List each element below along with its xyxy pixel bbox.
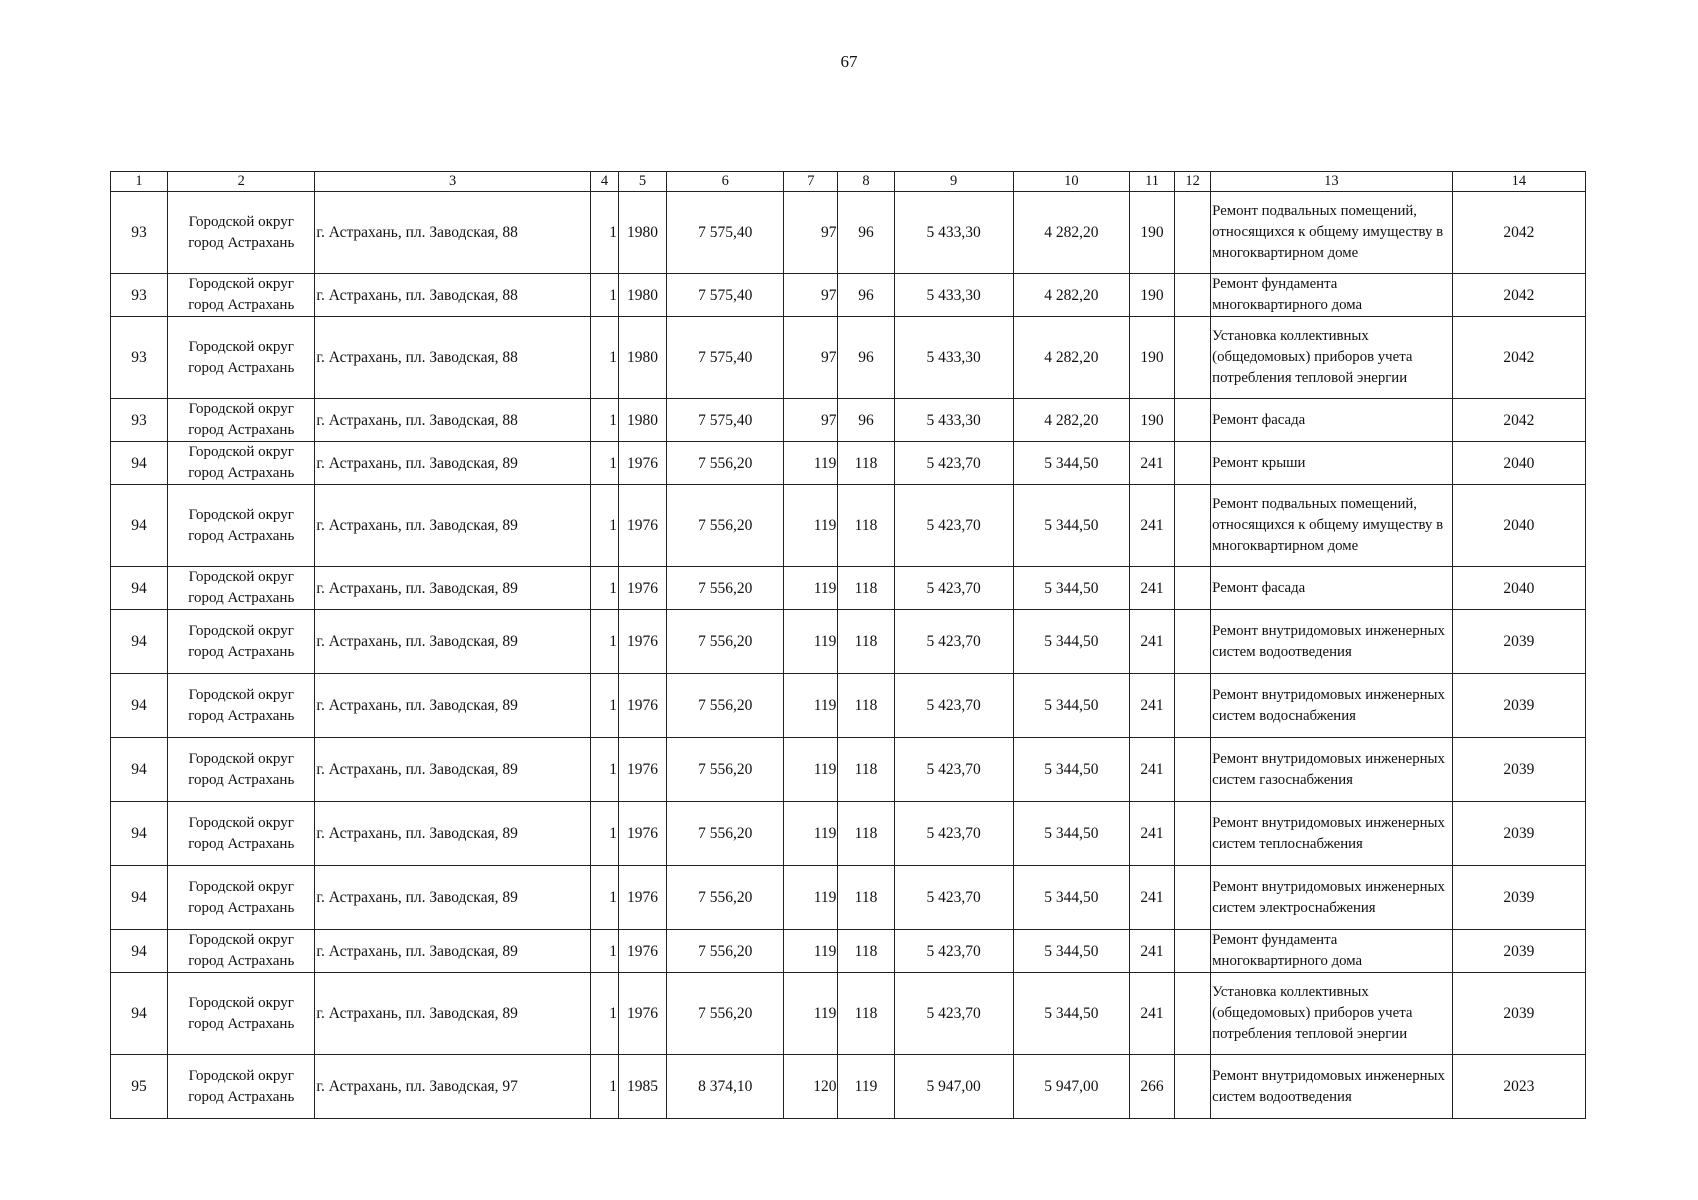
address-cell: г. Астрахань, пл. Заводская, 89 <box>315 442 591 485</box>
work-type-cell: Ремонт внутридомовых инженерных систем водоотведения <box>1211 610 1452 674</box>
municipality-cell: Городской округ город Астрахань <box>168 192 315 274</box>
col-9-area-cell: 5 423,70 <box>894 674 1013 738</box>
year-built-cell: 1976 <box>619 610 667 674</box>
column-number: 13 <box>1211 172 1452 192</box>
col-4-value-cell: 1 <box>590 610 618 674</box>
column-number-row <box>111 172 1586 192</box>
col-4-value-cell: 1 <box>590 930 618 973</box>
row-number-cell: 93 <box>111 317 168 399</box>
year-built-cell: 1976 <box>619 485 667 567</box>
col-8-value-cell: 96 <box>838 317 894 399</box>
total-area-cell: 7 556,20 <box>667 866 784 930</box>
column-number: 10 <box>1013 172 1129 192</box>
table-row <box>111 485 1586 567</box>
work-type-cell: Ремонт фасада <box>1211 567 1452 610</box>
year-built-cell: 1976 <box>619 567 667 610</box>
col-11-value-cell: 241 <box>1130 802 1175 866</box>
col-9-area-cell: 5 423,70 <box>894 442 1013 485</box>
total-area-cell: 7 575,40 <box>667 192 784 274</box>
col-11-value-cell: 190 <box>1130 192 1175 274</box>
column-number: 6 <box>667 172 784 192</box>
municipality-cell: Городской округ город Астрахань <box>168 442 315 485</box>
col-7-value-cell: 119 <box>784 973 838 1055</box>
col-4-value-cell: 1 <box>590 866 618 930</box>
address-cell: г. Астрахань, пл. Заводская, 88 <box>315 274 591 317</box>
col-12-value-cell <box>1175 802 1211 866</box>
planned-year-cell: 2040 <box>1452 485 1585 567</box>
row-number-cell: 94 <box>111 973 168 1055</box>
municipality-cell: Городской округ город Астрахань <box>168 399 315 442</box>
municipality-cell: Городской округ город Астрахань <box>168 930 315 973</box>
col-9-area-cell: 5 423,70 <box>894 738 1013 802</box>
col-9-area-cell: 5 433,30 <box>894 274 1013 317</box>
col-10-area-cell: 5 344,50 <box>1013 866 1129 930</box>
table-row <box>111 738 1586 802</box>
col-7-value-cell: 119 <box>784 802 838 866</box>
col-12-value-cell <box>1175 192 1211 274</box>
work-type-cell: Установка коллективных (общедомовых) приборов учета потребления тепловой энергии <box>1211 317 1452 399</box>
address-cell: г. Астрахань, пл. Заводская, 89 <box>315 738 591 802</box>
col-12-value-cell <box>1175 610 1211 674</box>
col-4-value-cell: 1 <box>590 399 618 442</box>
total-area-cell: 7 575,40 <box>667 399 784 442</box>
row-number-cell: 93 <box>111 274 168 317</box>
planned-year-cell: 2039 <box>1452 674 1585 738</box>
col-11-value-cell: 241 <box>1130 610 1175 674</box>
address-cell: г. Астрахань, пл. Заводская, 97 <box>315 1055 591 1119</box>
total-area-cell: 7 556,20 <box>667 442 784 485</box>
year-built-cell: 1976 <box>619 930 667 973</box>
table-row <box>111 973 1586 1055</box>
total-area-cell: 7 575,40 <box>667 317 784 399</box>
col-12-value-cell <box>1175 674 1211 738</box>
col-7-value-cell: 119 <box>784 738 838 802</box>
total-area-cell: 7 556,20 <box>667 930 784 973</box>
table-row <box>111 1055 1586 1119</box>
col-12-value-cell <box>1175 274 1211 317</box>
col-8-value-cell: 119 <box>838 1055 894 1119</box>
col-8-value-cell: 118 <box>838 674 894 738</box>
col-8-value-cell: 118 <box>838 485 894 567</box>
col-9-area-cell: 5 433,30 <box>894 317 1013 399</box>
col-8-value-cell: 118 <box>838 930 894 973</box>
municipality-cell: Городской округ город Астрахань <box>168 973 315 1055</box>
total-area-cell: 7 556,20 <box>667 610 784 674</box>
year-built-cell: 1980 <box>619 317 667 399</box>
col-11-value-cell: 190 <box>1130 274 1175 317</box>
municipality-cell: Городской округ город Астрахань <box>168 274 315 317</box>
col-9-area-cell: 5 423,70 <box>894 567 1013 610</box>
col-7-value-cell: 119 <box>784 442 838 485</box>
table-row <box>111 802 1586 866</box>
table-row <box>111 399 1586 442</box>
col-7-value-cell: 119 <box>784 610 838 674</box>
col-11-value-cell: 190 <box>1130 317 1175 399</box>
col-9-area-cell: 5 423,70 <box>894 485 1013 567</box>
col-4-value-cell: 1 <box>590 738 618 802</box>
col-10-area-cell: 4 282,20 <box>1013 399 1129 442</box>
year-built-cell: 1985 <box>619 1055 667 1119</box>
work-type-cell: Ремонт фундамента многоквартирного дома <box>1211 274 1452 317</box>
work-type-cell: Ремонт внутридомовых инженерных систем электроснабжения <box>1211 866 1452 930</box>
col-11-value-cell: 241 <box>1130 442 1175 485</box>
col-9-area-cell: 5 423,70 <box>894 610 1013 674</box>
col-12-value-cell <box>1175 317 1211 399</box>
work-type-cell: Ремонт внутридомовых инженерных систем газоснабжения <box>1211 738 1452 802</box>
column-number: 8 <box>838 172 894 192</box>
col-4-value-cell: 1 <box>590 192 618 274</box>
col-7-value-cell: 119 <box>784 674 838 738</box>
col-8-value-cell: 118 <box>838 442 894 485</box>
address-cell: г. Астрахань, пл. Заводская, 89 <box>315 567 591 610</box>
col-11-value-cell: 266 <box>1130 1055 1175 1119</box>
row-number-cell: 93 <box>111 399 168 442</box>
table-row <box>111 192 1586 274</box>
total-area-cell: 7 575,40 <box>667 274 784 317</box>
work-type-cell: Ремонт фундамента многоквартирного дома <box>1211 930 1452 973</box>
year-built-cell: 1980 <box>619 399 667 442</box>
page-number: 67 <box>840 52 858 71</box>
column-number: 1 <box>111 172 168 192</box>
col-8-value-cell: 118 <box>838 610 894 674</box>
municipality-cell: Городской округ город Астрахань <box>168 866 315 930</box>
year-built-cell: 1980 <box>619 274 667 317</box>
col-12-value-cell <box>1175 973 1211 1055</box>
work-type-cell: Установка коллективных (общедомовых) приборов учета потребления тепловой энергии <box>1211 973 1452 1055</box>
planned-year-cell: 2039 <box>1452 738 1585 802</box>
col-4-value-cell: 1 <box>590 674 618 738</box>
year-built-cell: 1976 <box>619 802 667 866</box>
municipality-cell: Городской округ город Астрахань <box>168 610 315 674</box>
municipality-cell: Городской округ город Астрахань <box>168 1055 315 1119</box>
row-number-cell: 94 <box>111 866 168 930</box>
planned-year-cell: 2042 <box>1452 192 1585 274</box>
table-row <box>111 866 1586 930</box>
address-cell: г. Астрахань, пл. Заводская, 89 <box>315 485 591 567</box>
col-9-area-cell: 5 433,30 <box>894 399 1013 442</box>
table-row <box>111 610 1586 674</box>
col-7-value-cell: 97 <box>784 274 838 317</box>
col-11-value-cell: 241 <box>1130 567 1175 610</box>
col-10-area-cell: 5 344,50 <box>1013 674 1129 738</box>
total-area-cell: 8 374,10 <box>667 1055 784 1119</box>
year-built-cell: 1976 <box>619 866 667 930</box>
col-9-area-cell: 5 423,70 <box>894 866 1013 930</box>
row-number-cell: 95 <box>111 1055 168 1119</box>
total-area-cell: 7 556,20 <box>667 802 784 866</box>
repair-program-table <box>110 171 1586 1119</box>
planned-year-cell: 2040 <box>1452 442 1585 485</box>
column-number: 11 <box>1130 172 1175 192</box>
planned-year-cell: 2042 <box>1452 274 1585 317</box>
planned-year-cell: 2039 <box>1452 866 1585 930</box>
col-4-value-cell: 1 <box>590 274 618 317</box>
municipality-cell: Городской округ город Астрахань <box>168 674 315 738</box>
col-12-value-cell <box>1175 399 1211 442</box>
planned-year-cell: 2042 <box>1452 317 1585 399</box>
work-type-cell: Ремонт внутридомовых инженерных систем водоотведения <box>1211 1055 1452 1119</box>
address-cell: г. Астрахань, пл. Заводская, 89 <box>315 866 591 930</box>
col-8-value-cell: 118 <box>838 802 894 866</box>
total-area-cell: 7 556,20 <box>667 674 784 738</box>
planned-year-cell: 2039 <box>1452 802 1585 866</box>
col-8-value-cell: 118 <box>838 567 894 610</box>
row-number-cell: 94 <box>111 802 168 866</box>
address-cell: г. Астрахань, пл. Заводская, 89 <box>315 930 591 973</box>
col-4-value-cell: 1 <box>590 802 618 866</box>
address-cell: г. Астрахань, пл. Заводская, 89 <box>315 802 591 866</box>
col-10-area-cell: 4 282,20 <box>1013 274 1129 317</box>
year-built-cell: 1976 <box>619 973 667 1055</box>
column-number: 7 <box>784 172 838 192</box>
col-11-value-cell: 241 <box>1130 930 1175 973</box>
col-10-area-cell: 5 344,50 <box>1013 738 1129 802</box>
col-4-value-cell: 1 <box>590 485 618 567</box>
col-9-area-cell: 5 423,70 <box>894 802 1013 866</box>
planned-year-cell: 2023 <box>1452 1055 1585 1119</box>
col-12-value-cell <box>1175 738 1211 802</box>
row-number-cell: 94 <box>111 442 168 485</box>
col-8-value-cell: 118 <box>838 738 894 802</box>
col-8-value-cell: 96 <box>838 274 894 317</box>
work-type-cell: Ремонт фасада <box>1211 399 1452 442</box>
column-number: 4 <box>590 172 618 192</box>
total-area-cell: 7 556,20 <box>667 738 784 802</box>
col-7-value-cell: 119 <box>784 866 838 930</box>
column-number: 2 <box>168 172 315 192</box>
address-cell: г. Астрахань, пл. Заводская, 88 <box>315 317 591 399</box>
col-4-value-cell: 1 <box>590 1055 618 1119</box>
col-12-value-cell <box>1175 442 1211 485</box>
col-11-value-cell: 241 <box>1130 485 1175 567</box>
col-10-area-cell: 5 344,50 <box>1013 930 1129 973</box>
table-row <box>111 930 1586 973</box>
col-4-value-cell: 1 <box>590 317 618 399</box>
table-row <box>111 567 1586 610</box>
table-row <box>111 274 1586 317</box>
work-type-cell: Ремонт подвальных помещений, относящихся к общему имуществу в многоквартирном доме <box>1211 485 1452 567</box>
address-cell: г. Астрахань, пл. Заводская, 89 <box>315 674 591 738</box>
col-4-value-cell: 1 <box>590 973 618 1055</box>
col-12-value-cell <box>1175 1055 1211 1119</box>
row-number-cell: 93 <box>111 192 168 274</box>
column-number: 5 <box>619 172 667 192</box>
total-area-cell: 7 556,20 <box>667 567 784 610</box>
table-body <box>111 192 1586 1119</box>
table-row <box>111 674 1586 738</box>
col-4-value-cell: 1 <box>590 442 618 485</box>
municipality-cell: Городской округ город Астрахань <box>168 317 315 399</box>
total-area-cell: 7 556,20 <box>667 973 784 1055</box>
col-10-area-cell: 5 344,50 <box>1013 485 1129 567</box>
col-11-value-cell: 241 <box>1130 973 1175 1055</box>
col-7-value-cell: 97 <box>784 399 838 442</box>
column-number: 9 <box>894 172 1013 192</box>
row-number-cell: 94 <box>111 738 168 802</box>
work-type-cell: Ремонт внутридомовых инженерных систем теплоснабжения <box>1211 802 1452 866</box>
address-cell: г. Астрахань, пл. Заводская, 88 <box>315 192 591 274</box>
municipality-cell: Городской округ город Астрахань <box>168 738 315 802</box>
col-12-value-cell <box>1175 866 1211 930</box>
year-built-cell: 1976 <box>619 442 667 485</box>
col-10-area-cell: 5 344,50 <box>1013 610 1129 674</box>
planned-year-cell: 2039 <box>1452 930 1585 973</box>
col-10-area-cell: 5 344,50 <box>1013 802 1129 866</box>
col-12-value-cell <box>1175 485 1211 567</box>
table-row <box>111 317 1586 399</box>
col-11-value-cell: 241 <box>1130 674 1175 738</box>
municipality-cell: Городской округ город Астрахань <box>168 802 315 866</box>
address-cell: г. Астрахань, пл. Заводская, 89 <box>315 610 591 674</box>
municipality-cell: Городской округ город Астрахань <box>168 567 315 610</box>
col-7-value-cell: 119 <box>784 485 838 567</box>
address-cell: г. Астрахань, пл. Заводская, 89 <box>315 973 591 1055</box>
col-8-value-cell: 96 <box>838 399 894 442</box>
work-type-cell: Ремонт подвальных помещений, относящихся к общему имуществу в многоквартирном доме <box>1211 192 1452 274</box>
col-11-value-cell: 241 <box>1130 866 1175 930</box>
col-10-area-cell: 5 344,50 <box>1013 973 1129 1055</box>
col-7-value-cell: 119 <box>784 567 838 610</box>
row-number-cell: 94 <box>111 674 168 738</box>
col-9-area-cell: 5 433,30 <box>894 192 1013 274</box>
col-12-value-cell <box>1175 567 1211 610</box>
year-built-cell: 1976 <box>619 674 667 738</box>
column-number: 3 <box>315 172 591 192</box>
col-7-value-cell: 97 <box>784 192 838 274</box>
table-row <box>111 442 1586 485</box>
row-number-cell: 94 <box>111 567 168 610</box>
row-number-cell: 94 <box>111 930 168 973</box>
column-number: 12 <box>1175 172 1211 192</box>
col-12-value-cell <box>1175 930 1211 973</box>
work-type-cell: Ремонт внутридомовых инженерных систем водоснабжения <box>1211 674 1452 738</box>
col-9-area-cell: 5 423,70 <box>894 973 1013 1055</box>
col-8-value-cell: 118 <box>838 866 894 930</box>
planned-year-cell: 2039 <box>1452 610 1585 674</box>
col-7-value-cell: 97 <box>784 317 838 399</box>
col-10-area-cell: 5 947,00 <box>1013 1055 1129 1119</box>
col-11-value-cell: 241 <box>1130 738 1175 802</box>
col-8-value-cell: 96 <box>838 192 894 274</box>
year-built-cell: 1976 <box>619 738 667 802</box>
col-8-value-cell: 118 <box>838 973 894 1055</box>
year-built-cell: 1980 <box>619 192 667 274</box>
planned-year-cell: 2039 <box>1452 973 1585 1055</box>
col-4-value-cell: 1 <box>590 567 618 610</box>
row-number-cell: 94 <box>111 485 168 567</box>
address-cell: г. Астрахань, пл. Заводская, 88 <box>315 399 591 442</box>
col-10-area-cell: 4 282,20 <box>1013 192 1129 274</box>
col-9-area-cell: 5 423,70 <box>894 930 1013 973</box>
col-10-area-cell: 5 344,50 <box>1013 567 1129 610</box>
municipality-cell: Городской округ город Астрахань <box>168 485 315 567</box>
col-7-value-cell: 120 <box>784 1055 838 1119</box>
col-10-area-cell: 4 282,20 <box>1013 317 1129 399</box>
total-area-cell: 7 556,20 <box>667 485 784 567</box>
row-number-cell: 94 <box>111 610 168 674</box>
col-9-area-cell: 5 947,00 <box>894 1055 1013 1119</box>
planned-year-cell: 2042 <box>1452 399 1585 442</box>
col-7-value-cell: 119 <box>784 930 838 973</box>
col-10-area-cell: 5 344,50 <box>1013 442 1129 485</box>
planned-year-cell: 2040 <box>1452 567 1585 610</box>
col-11-value-cell: 190 <box>1130 399 1175 442</box>
work-type-cell: Ремонт крыши <box>1211 442 1452 485</box>
column-number: 14 <box>1452 172 1585 192</box>
